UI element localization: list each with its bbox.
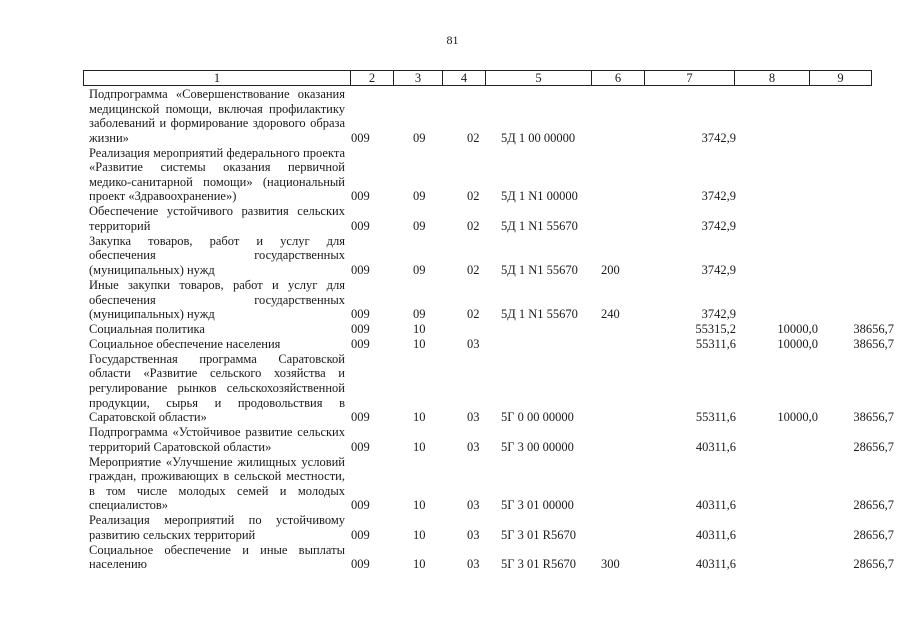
cell-col9: 38656,7 xyxy=(853,321,894,336)
column-header: 1 xyxy=(84,71,351,86)
cell-col5: 5Д 1 N1 55670 xyxy=(501,307,578,322)
cell-col7: 55311,6 xyxy=(695,336,736,351)
cell-col3: 09 xyxy=(413,218,426,233)
cell-col2: 009 xyxy=(351,527,370,542)
budget-rows xyxy=(89,87,894,572)
cell-col6: 240 xyxy=(601,307,620,322)
cell-col2: 009 xyxy=(351,439,370,454)
cell-col4: 02 xyxy=(467,189,480,204)
cell-col7: 40311,6 xyxy=(695,527,736,542)
cell-col5: 5Г 0 00 00000 xyxy=(501,410,574,425)
cell-col7: 40311,6 xyxy=(695,557,736,572)
cell-col5: 5Д 1 N1 00000 xyxy=(501,189,578,204)
row-name: Обеспечение устойчивого развития сельских территорий xyxy=(89,204,345,233)
cell-col4: 02 xyxy=(467,130,480,145)
cell-col8: 10000,0 xyxy=(777,321,818,336)
row-name: Иные закупки товаров, работ и услуг для обеспечения государственных (муниципальных) нужд xyxy=(89,277,345,322)
row-name: Подпрограмма «Совершенствование оказания медицинской помощи, включая профилактику заболеваний и формирование здорового образа жизни» xyxy=(89,87,345,145)
cell-col3: 10 xyxy=(413,439,426,454)
cell-col2: 009 xyxy=(351,410,370,425)
cell-col2: 009 xyxy=(351,263,370,278)
cell-col5: 5Г 3 01 R5670 xyxy=(501,557,576,572)
cell-col9: 28656,7 xyxy=(853,527,894,542)
cell-col4: 03 xyxy=(467,527,480,542)
cell-col4: 02 xyxy=(467,307,480,322)
row-name: Подпрограмма «Устойчивое развитие сельских территорий Саратовской области» xyxy=(89,425,345,454)
cell-col8: 10000,0 xyxy=(777,336,818,351)
cell-col5: 5Д 1 00 00000 xyxy=(501,130,576,145)
row-name: Социальная политика xyxy=(89,321,205,336)
table-row xyxy=(89,278,879,322)
row-name: Реализация мероприятий по устойчивому развитию сельских территорий xyxy=(89,513,345,542)
table-row xyxy=(89,146,879,204)
cell-col3: 10 xyxy=(413,321,426,336)
table-row xyxy=(89,87,879,145)
cell-col5: 5Г 3 01 R5670 xyxy=(501,527,576,542)
row-name: Государственная программа Саратовской области «Развитие сельского хозяйства и регулирование рынков сельскохозяйственной продукции, сырья и продовольствия в Саратовской области» xyxy=(89,351,345,425)
cell-col5: 5Д 1 N1 55670 xyxy=(501,263,578,278)
row-name: Закупка товаров, работ и услуг для обеспечения государственных (муниципальных) нужд xyxy=(89,233,345,278)
column-header: 3 xyxy=(394,71,443,86)
cell-col9: 28656,7 xyxy=(853,498,894,513)
table-row xyxy=(89,351,894,425)
cell-col7: 55311,6 xyxy=(695,410,736,425)
cell-col4: 03 xyxy=(467,557,480,572)
cell-col5: 5Г 3 00 00000 xyxy=(501,439,574,454)
table-row xyxy=(89,425,894,454)
cell-col7: 3742,9 xyxy=(701,130,736,145)
column-header: 4 xyxy=(443,71,486,86)
cell-col9: 28656,7 xyxy=(853,439,894,454)
table-row xyxy=(89,513,894,542)
cell-col7: 3742,9 xyxy=(701,307,736,322)
cell-col9: 38656,7 xyxy=(853,336,894,351)
table-row xyxy=(89,542,894,572)
cell-col6: 200 xyxy=(601,263,620,278)
column-header: 8 xyxy=(735,71,810,86)
page-number: 81 xyxy=(446,33,459,47)
cell-col7: 40311,6 xyxy=(695,439,736,454)
cell-col4: 03 xyxy=(467,410,480,425)
cell-col7: 40311,6 xyxy=(695,498,736,513)
cell-col2: 009 xyxy=(351,189,370,204)
column-header: 9 xyxy=(810,71,872,86)
cell-col2: 009 xyxy=(351,218,370,233)
cell-col7: 55315,2 xyxy=(695,321,736,336)
table-row xyxy=(89,336,894,352)
cell-col4: 03 xyxy=(467,498,480,513)
column-header: 5 xyxy=(486,71,592,86)
column-header-row xyxy=(84,71,872,86)
table-row xyxy=(89,234,879,278)
cell-col7: 3742,9 xyxy=(701,218,736,233)
cell-col4: 03 xyxy=(467,336,480,351)
cell-col4: 02 xyxy=(467,218,480,233)
row-name: Реализация мероприятий федерального проекта «Развитие системы оказания первичной медико-санитарной помощи» (национальный проект «Здравоохранение») xyxy=(89,145,345,204)
cell-col3: 10 xyxy=(413,410,426,425)
cell-col3: 09 xyxy=(413,130,426,145)
cell-col2: 009 xyxy=(351,321,370,336)
cell-col9: 28656,7 xyxy=(853,557,894,572)
cell-col4: 03 xyxy=(467,439,480,454)
cell-col3: 10 xyxy=(413,498,426,513)
cell-col3: 10 xyxy=(413,557,426,572)
cell-col2: 009 xyxy=(351,498,370,513)
cell-col3: 10 xyxy=(413,336,426,351)
cell-col8: 10000,0 xyxy=(777,410,818,425)
table-row xyxy=(89,321,894,337)
table-row xyxy=(89,454,894,513)
table-row xyxy=(89,204,879,233)
column-header: 2 xyxy=(351,71,394,86)
cell-col7: 3742,9 xyxy=(701,189,736,204)
cell-col6: 300 xyxy=(601,557,620,572)
cell-col5: 5Г 3 01 00000 xyxy=(501,498,574,513)
cell-col4: 02 xyxy=(467,263,480,278)
cell-col3: 09 xyxy=(413,263,426,278)
row-name: Мероприятие «Улучшение жилищных условий граждан, проживающих в сельской местности, в том числе молодых семей и молодых специалистов» xyxy=(89,454,345,513)
column-header: 6 xyxy=(592,71,645,86)
cell-col3: 10 xyxy=(413,527,426,542)
cell-col3: 09 xyxy=(413,307,426,322)
row-name: Социальное обеспечение населения xyxy=(89,336,281,351)
row-name: Социальное обеспечение и иные выплаты населению xyxy=(89,542,345,572)
cell-col2: 009 xyxy=(351,130,370,145)
cell-col5: 5Д 1 N1 55670 xyxy=(501,218,578,233)
column-header-table xyxy=(83,70,872,86)
cell-col2: 009 xyxy=(351,557,370,572)
cell-col7: 3742,9 xyxy=(701,263,736,278)
cell-col2: 009 xyxy=(351,307,370,322)
cell-col9: 38656,7 xyxy=(853,410,894,425)
cell-col2: 009 xyxy=(351,336,370,351)
column-header: 7 xyxy=(645,71,735,86)
cell-col3: 09 xyxy=(413,189,426,204)
